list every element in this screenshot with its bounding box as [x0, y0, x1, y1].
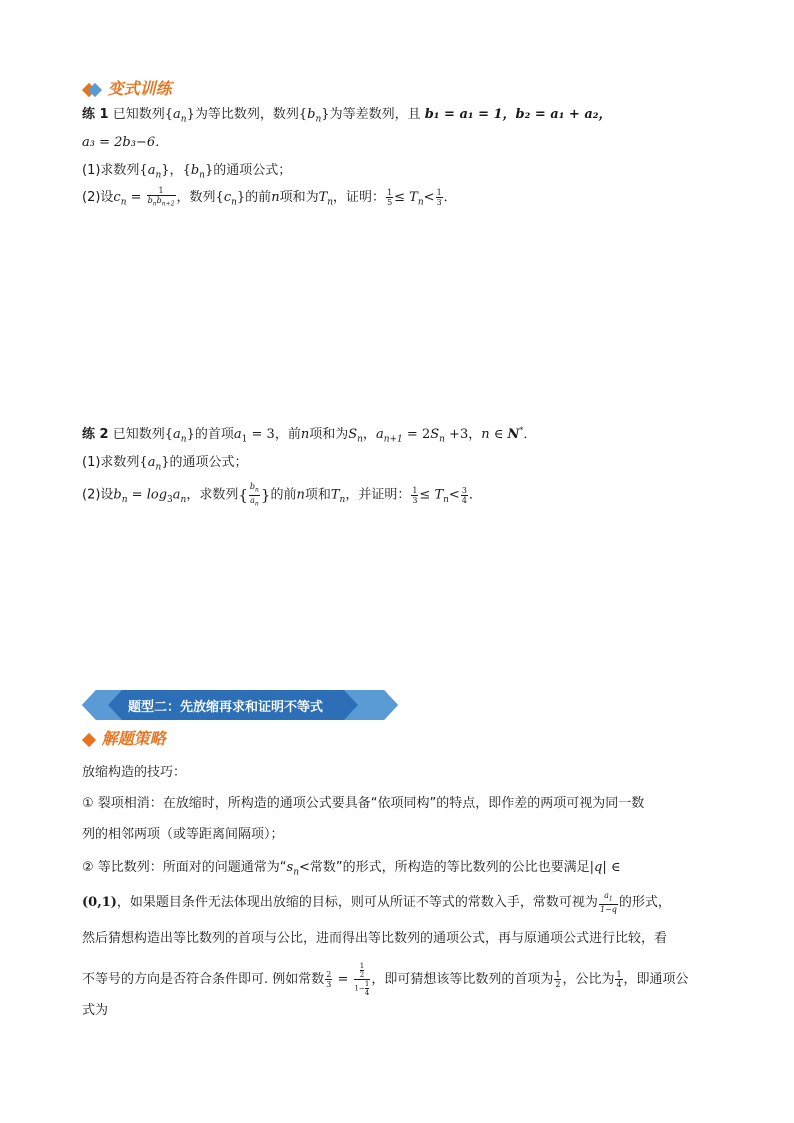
math-run: |q| ∈	[589, 860, 621, 875]
strategy-intro: 放缩构造的技巧：	[82, 765, 187, 780]
exercise-1-question-1: (1)求数列$\{a_n\}$，$\{b_n\}$的通项公式；	[82, 163, 292, 181]
exercise-2-question-2: (2)设$b_n = \log_3a_n$，求数列{ $\frac{b_n}{a_n}$ }的前n项和$T_n$，并证明： $\frac{1}{3}$ ≤ $T_n<$ $\frac{3}{4}$ ．	[82, 482, 482, 508]
text-run: 的前	[270, 487, 297, 503]
math-run: ≤ T	[394, 190, 418, 205]
text-run: (2)设	[82, 190, 114, 205]
variant-title-text: 变式训练	[107, 79, 172, 98]
text-run: 项和为	[309, 427, 349, 442]
strategy-item-1-line-2: 列的相邻两项（或等距离间隔项）；	[82, 827, 284, 842]
text-run: (1)求数列	[82, 163, 140, 178]
strategy-title-text: 解题策略	[101, 729, 166, 748]
text-run: (2)设	[82, 487, 114, 503]
math-run: <	[448, 487, 460, 503]
strategy-item-2-line-3: 然后猜想构造出等比数列的首项与公比，进而得出等比数列的通项公式，再与原通项公式进行比较，看	[82, 931, 668, 946]
text-run: 的形式，	[618, 895, 671, 910]
exercise-1-question-2: (2)设$c_n$ = $\frac{1}{b_nb_{n+2}}$ ，数列$\{c_n\}$的前n项和为$T_n$，证明： $\frac{1}{5}$ ≤ $T_n<$ $\frac{1}{3}$ ．	[82, 186, 457, 208]
math-run: ≤ T	[419, 487, 444, 503]
text-run: ② 等比数列：所面对的问题通常为“	[82, 860, 287, 875]
math-run: b₁ = a₁ = 1，b₂ = a₁ + a₂，	[424, 107, 612, 122]
text-run: 的首项	[194, 427, 234, 442]
strategy-item-2-line-1: ② 等比数列：所面对的问题通常为“$s_n<$常数”的形式，所构造的等比数列的公比也要满足|q| ∈	[82, 860, 621, 878]
text-run: ，数列	[176, 190, 216, 205]
text-run: ．	[523, 427, 537, 442]
strategy-item-2-line-4: 不等号的方向是否符合条件即可. 例如常数 $\frac{2}{3}$ = $\frac{1}{2}$ 1− $\frac{1}{4}$ ，即可猜想该等比数列的首项为 $\frac{1}{2}$ ，公比为 $\frac{1}{4}$ ，即通项公	[82, 962, 689, 997]
exercise-2-line-1: 练 2 已知数列$\{a_n\}$的首项$a_1 = 3$，前n项和为$S_n$，$a_{n+1} = 2S_n +3$，n ∈ N*．	[82, 425, 537, 445]
text-run: ，求数列	[186, 487, 239, 503]
text-run: ，	[362, 427, 376, 442]
strategy-item-2-line-5: 式为	[82, 1003, 109, 1018]
text-run: 已知数列	[112, 427, 165, 442]
text-run: 的通项公式；	[169, 455, 248, 470]
exercise-1-line-2: a₃ = 2b₃−6．	[82, 135, 169, 150]
section-banner-title: 题型二：先放缩再求和证明不等式	[128, 700, 324, 715]
exercise-1-label: 练 1	[82, 107, 109, 122]
text-run: ，证明：	[333, 190, 386, 205]
text-run: 项和	[304, 487, 331, 503]
text-run: ，即通项公	[623, 972, 689, 987]
variant-section-title	[84, 76, 172, 99]
diamond-icon	[82, 732, 96, 746]
exercise-2-question-1: (1)求数列$\{a_n\}$的通项公式；	[82, 455, 248, 473]
text-run: ，	[468, 427, 482, 442]
exercise-2-label: 练 2	[82, 427, 109, 442]
text-run: 为等差数列，且	[329, 107, 421, 122]
text-run: <常数”的形式，所构造的等比数列的公比也要满足	[299, 860, 590, 875]
exercise-1-line-1: 练 1 已知数列$\{a_n\}$为等比数列，数列$\{b_n\}$为等差数列，且 b₁ = a₁ = 1，b₂ = a₁ + a₂，	[82, 107, 612, 125]
text-run: ，前	[274, 427, 301, 442]
text-run: ，即可猜想该等比数列的首项为	[371, 972, 554, 987]
text-run: ．	[443, 190, 457, 205]
strategy-item-2-line-2: (0,1)，如果题目条件无法体现出放缩的目标，则可从所证不等式的常数入手，常数可视为 $\frac{a_1}{1-q}$ 的形式，	[82, 891, 671, 914]
math-run: (0,1)	[82, 895, 117, 910]
text-run: ，	[169, 163, 183, 178]
text-run: ，公比为	[562, 972, 615, 987]
strategy-section-title	[84, 726, 166, 749]
text-run: 项和为	[279, 190, 319, 205]
text-run: 为等比数列，数列	[194, 107, 299, 122]
text-run: 的前	[245, 190, 272, 205]
text-run: ，并证明：	[345, 487, 411, 503]
text-run: 不等号的方向是否符合条件即可. 例如常数	[82, 972, 325, 987]
text-run: ，如果题目条件无法体现出放缩的目标，则可从所证不等式的常数入手，常数可视为	[116, 895, 598, 910]
text-run: (1)求数列	[82, 455, 140, 470]
text-run: 已知数列	[112, 107, 165, 122]
text-run: ．	[468, 487, 482, 503]
text-run: 的通项公式；	[213, 163, 292, 178]
math-run: <	[423, 190, 435, 205]
strategy-item-1-line-1: ① 裂项相消：在放缩时，所构造的通项公式要具备“依项同构”的特点，即作差的两项可视为同一数	[82, 796, 645, 811]
